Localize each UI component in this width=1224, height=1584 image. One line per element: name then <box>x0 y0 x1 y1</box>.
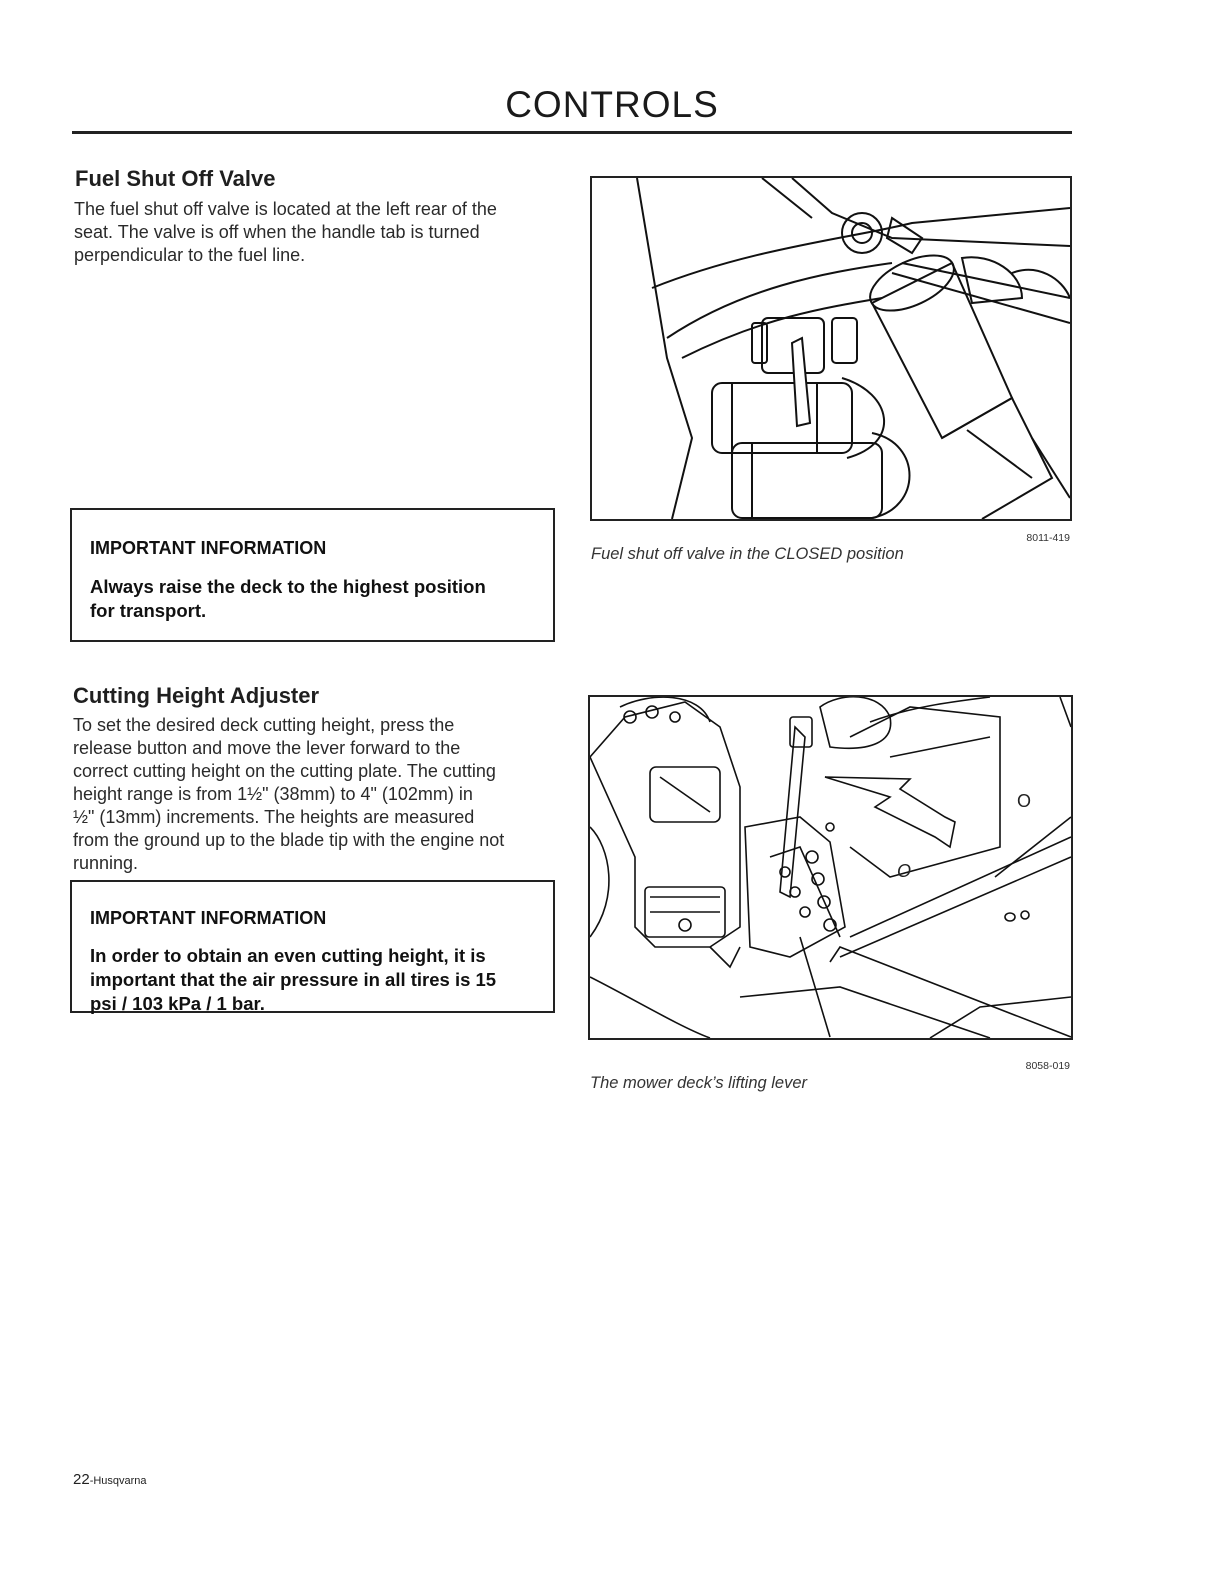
important-info-box <box>70 880 555 1013</box>
cutting-height-paragraph <box>73 714 563 875</box>
info-text <box>90 944 535 1016</box>
text-line: In order to obtain an even cutting height, it is <box>90 945 486 966</box>
text-line: Always raise the deck to the highest position <box>90 576 486 597</box>
text-line: from the ground up to the blade tip with the engine not <box>73 830 505 850</box>
text-line: seat. The valve is off when the handle tab is turned <box>74 222 480 242</box>
title-divider <box>72 131 1072 134</box>
page-number: 22 <box>73 1471 90 1488</box>
figure-caption: The mower deck’s lifting lever <box>590 1074 808 1092</box>
lifting-lever-illustration <box>588 695 1073 1040</box>
fuel-valve-paragraph <box>74 198 554 267</box>
fuel-valve-heading: Fuel Shut Off Valve <box>75 166 276 191</box>
page-title: CONTROLS <box>505 84 719 125</box>
brand-label: -Husqvarna <box>89 1475 147 1487</box>
figure-mark-label: O <box>1017 791 1032 811</box>
text-line: The fuel shut off valve is located at the left rear of the <box>74 199 497 219</box>
cutting-height-heading: Cutting Height Adjuster <box>73 683 320 708</box>
figure-code: 8058-019 <box>1025 1060 1070 1072</box>
text-line: height range is from 1½" (38mm) to 4" (102mm) in <box>73 784 473 804</box>
text-line: To set the desired deck cutting height, press the <box>73 715 455 735</box>
info-heading: IMPORTANT INFORMATION <box>90 538 327 558</box>
figure-mark-label: O <box>897 861 912 881</box>
lifting-lever-drawing <box>590 697 1071 1038</box>
text-line: psi / 103 kPa / 1 bar. <box>90 993 265 1014</box>
text-line: important that the air pressure in all tires is 15 <box>90 969 497 990</box>
text-line: for transport. <box>90 600 207 621</box>
important-info-box <box>70 508 555 642</box>
fuel-valve-illustration <box>590 176 1072 521</box>
text-line: correct cutting height on the cutting plate. The cutting <box>73 761 496 781</box>
figure-code: 8011-419 <box>1026 532 1070 544</box>
fuel-valve-drawing <box>592 178 1070 519</box>
figure-caption: Fuel shut off valve in the CLOSED position <box>591 545 904 563</box>
page-footer <box>73 1471 147 1488</box>
text-line: release button and move the lever forward to the <box>73 738 461 758</box>
text-line: running. <box>73 853 139 873</box>
text-line: perpendicular to the fuel line. <box>74 245 306 265</box>
text-line: ½" (13mm) increments. The heights are measured <box>73 807 475 827</box>
info-heading: IMPORTANT INFORMATION <box>90 908 327 928</box>
info-text <box>90 575 535 623</box>
